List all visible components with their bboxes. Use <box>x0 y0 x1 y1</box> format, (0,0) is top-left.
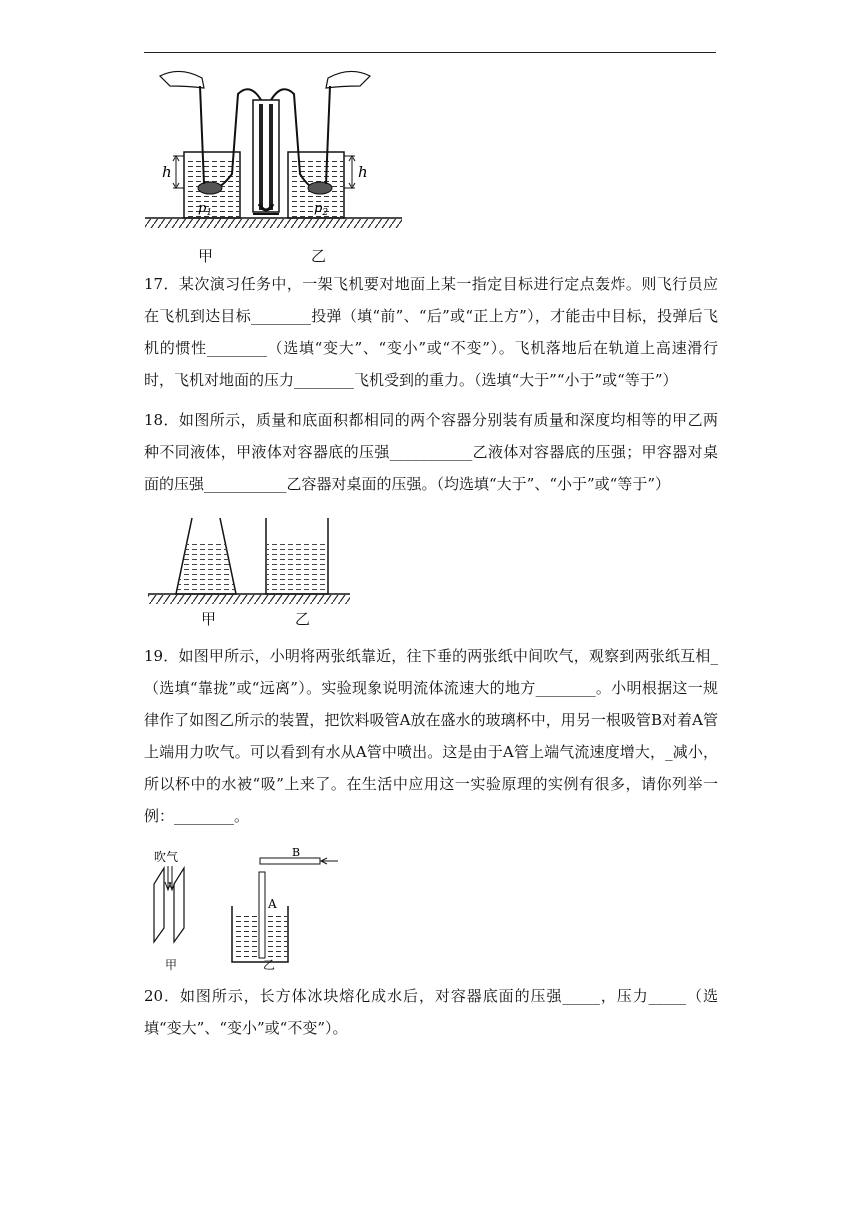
fig2-caption-left: 甲 <box>201 610 217 628</box>
h-label-left: h <box>162 163 172 181</box>
figure-blowing <box>140 844 350 974</box>
question-20: 20．如图所示，长方体冰块熔化成水后，对容器底面的压强_____，压力_____（选填“变大”、“变小”或“不变”）。 <box>144 987 718 1037</box>
fig3-caption-right: 乙 <box>263 958 276 972</box>
fig2-caption-right: 乙 <box>295 610 311 628</box>
p1-label: $p_1$ <box>198 201 213 218</box>
figure-containers <box>144 512 354 608</box>
figure-pressure-gauge <box>140 64 410 264</box>
blow-label: 吹气 <box>154 850 179 864</box>
question-17: 17．某次演习任务中，一架飞机要对地面上某一指定目标进行定点轰炸。则飞行员应在飞机到达目标________投弹（填“前”、“后”或“正上方”），才能击中目标，投弹后飞机的惯性________（选填“变大”、“变小”或“不变”）。飞机落地后在轨道上高速滑行时，飞机对地面的压力________飞机受到的重力。（选填“大于”“小于”或“等于”） <box>144 275 718 389</box>
header-rule <box>144 52 716 53</box>
question-19: 19．如图甲所示，小明将两张纸靠近，往下垂的两张纸中间吹气，观察到两张纸互相_（选填“靠拢”或“远离”）。实验现象说明流体流速大的地方________。小明根据这一规律作了如图乙所示的装置，把饮料吸管A放在盛水的玻璃杯中，用另一根吸管B对着A管上端用力吹气。可以看到有水从A管中喷出。这是由于A管上端气流速度增大，_减小，所以杯中的水被“吸”上来了。在生活中应用这一实验原理的实例有很多，请你列举一例：________。 <box>144 647 718 825</box>
p2-label: $p_2$ <box>314 201 329 218</box>
fig1-caption-right: 乙 <box>311 247 327 265</box>
question-18: 18．如图所示，质量和底面积都相同的两个容器分别装有质量和深度均相等的甲乙两种不同液体，甲液体对容器底的压强___________乙液体对容器底的压强；甲容器对桌面的压强___________乙容器对桌面的压强。（均选填“大于”、“小于”或“等于”） <box>144 411 718 493</box>
fig1-caption-left: 甲 <box>198 247 214 265</box>
label-B: B <box>292 846 301 859</box>
h-label-right: h <box>358 163 368 181</box>
fig3-caption-left: 甲 <box>165 958 178 972</box>
label-A: A <box>268 897 277 911</box>
